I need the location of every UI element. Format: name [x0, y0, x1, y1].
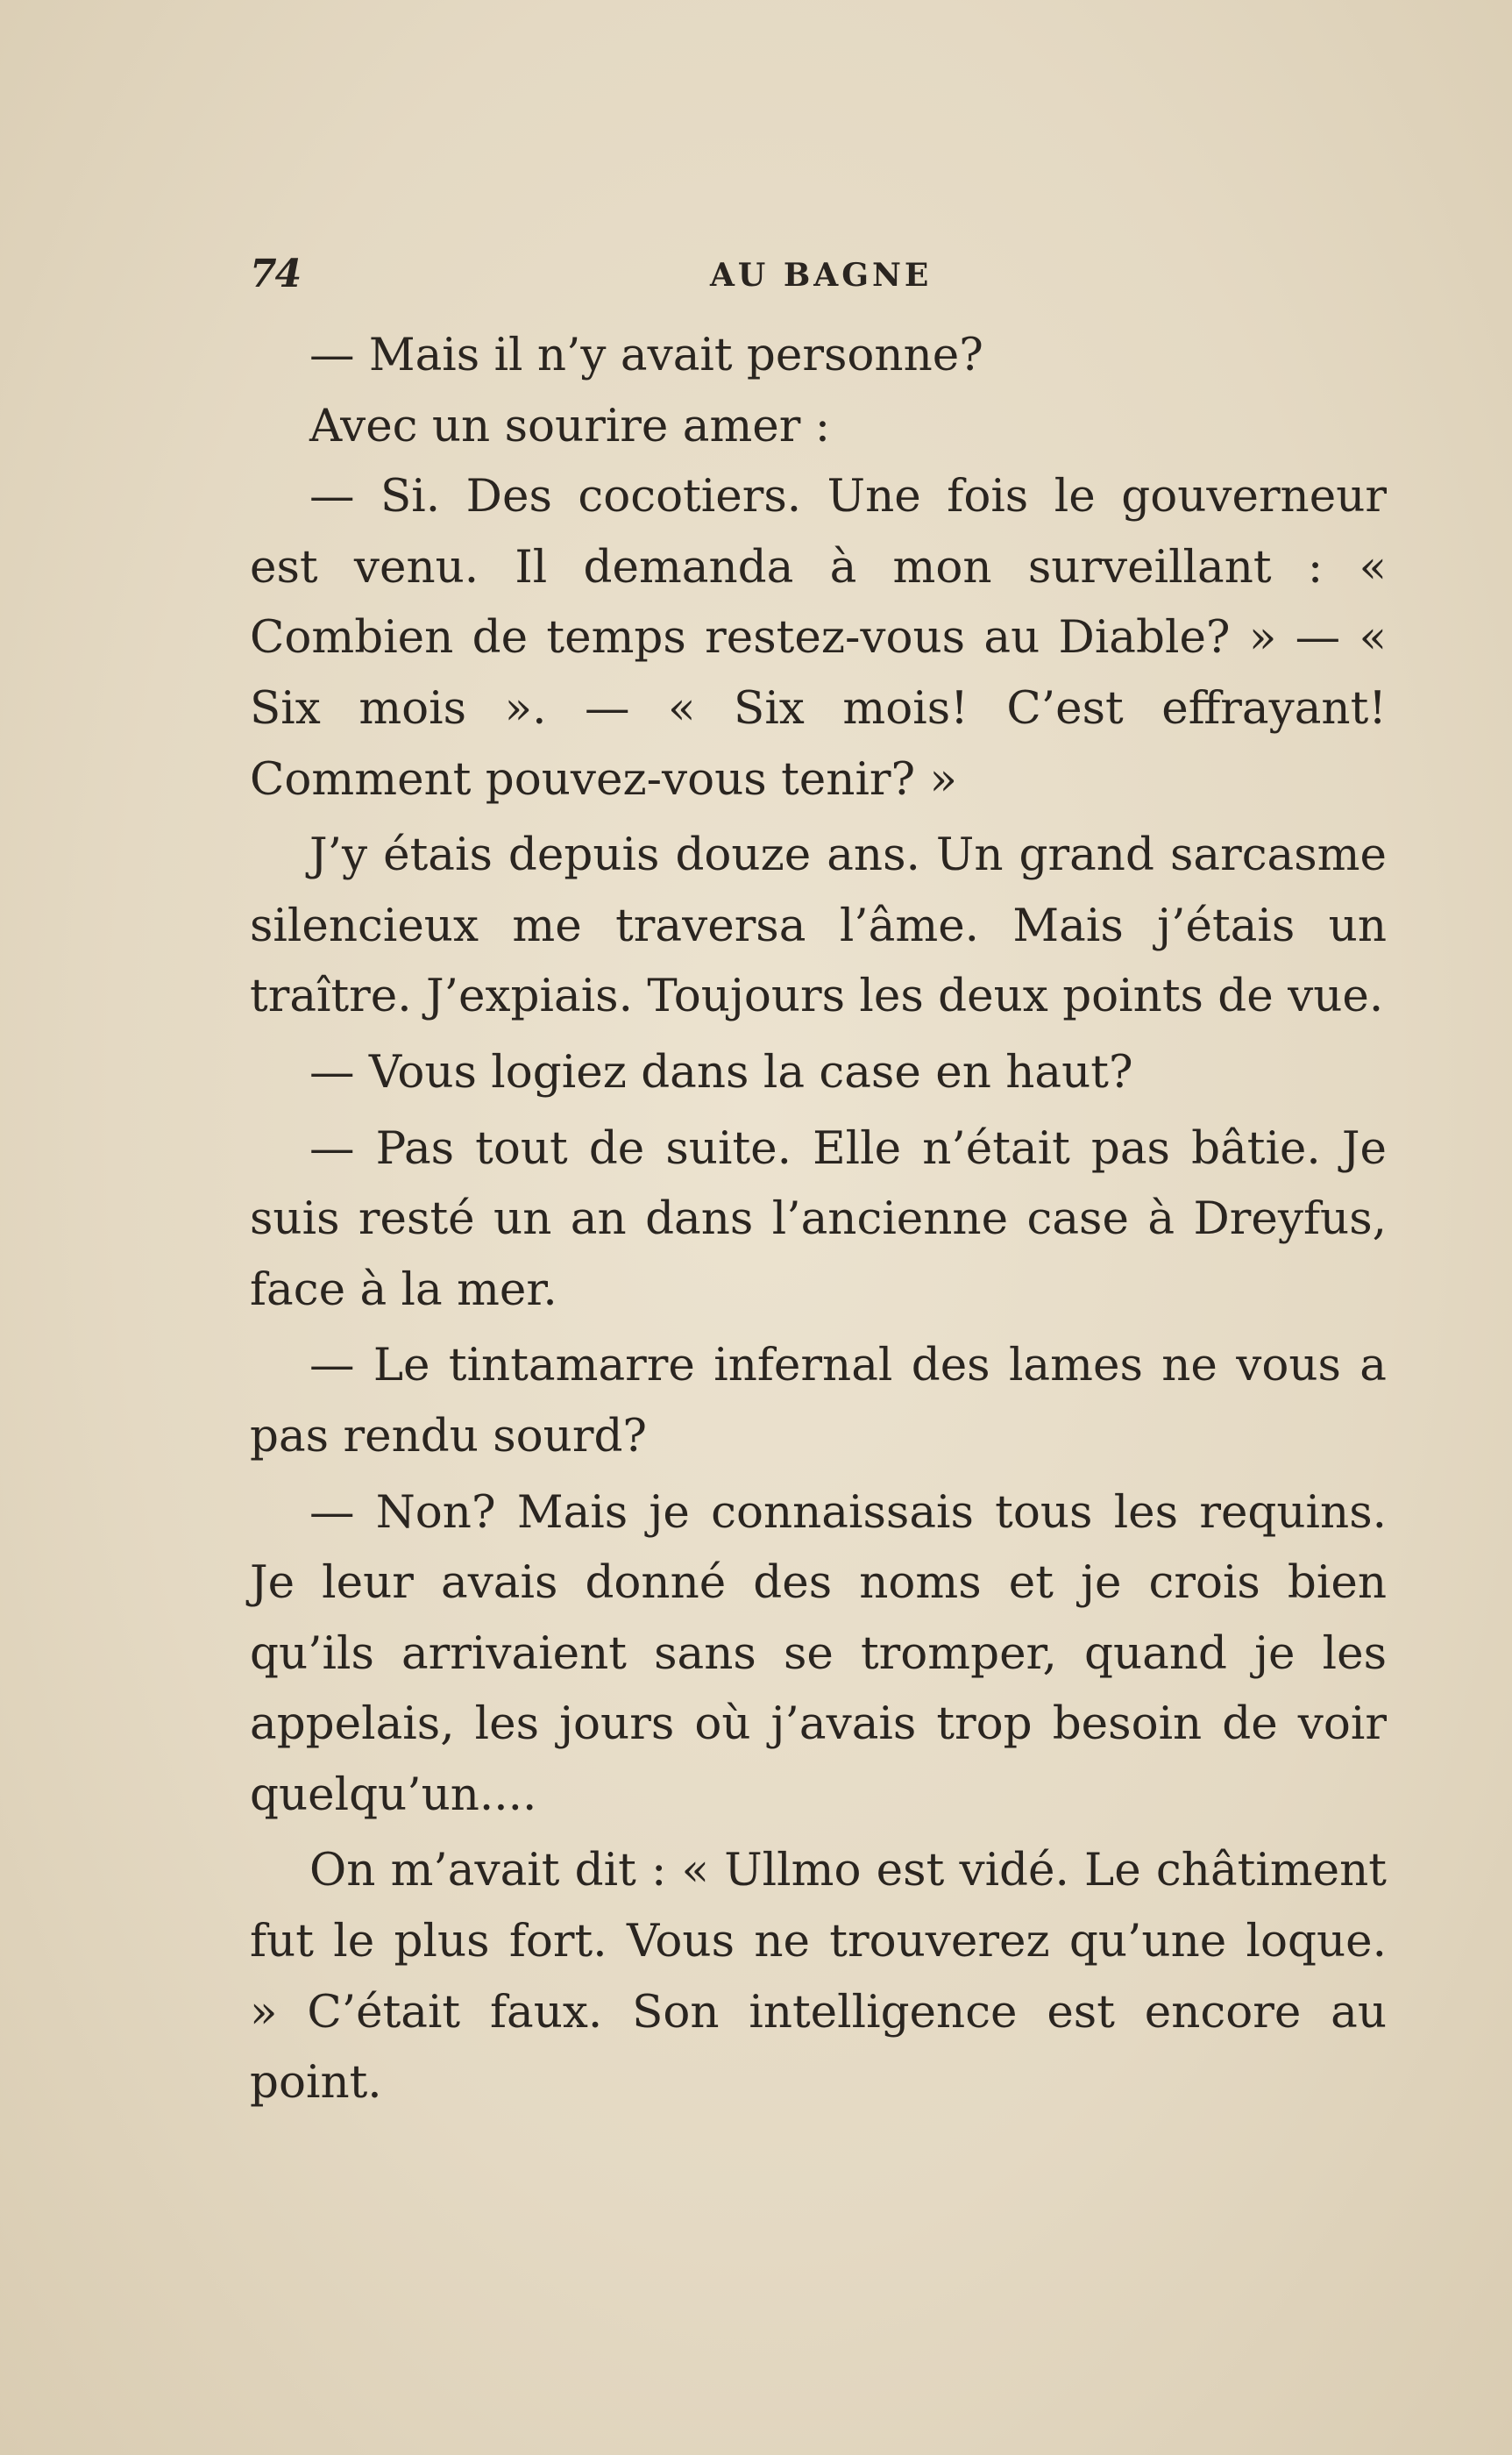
- running-title: AU BAGNE: [710, 257, 933, 294]
- paragraph: Avec un sourire amer :: [309, 399, 831, 452]
- page-header: [250, 252, 1389, 304]
- paragraph: — Pas tout de suite. Elle n’était pas bâtie. Je suis resté un an dans l’ancienne case à Dreyfus, face à la mer.: [250, 1121, 1387, 1316]
- paragraph: — Non? Mais je connaissais tous les requins. Je leur avais donné des noms et je crois bien qu’ils arrivaient sans se tromper, quand je les appelais, les jours où j’avais trop besoin de voir quelqu’un....: [250, 1485, 1387, 1821]
- paragraph: On m’avait dit : « Ullmo est vidé. Le châtiment fut le plus fort. Vous ne trouverez qu’une loque. » C’était faux. Son intelligence est encore au point.: [250, 1844, 1387, 2110]
- paragraph: J’y étais depuis douze ans. Un grand sarcasme silencieux me traversa l’âme. Mais j’étais un traître. J’expiais. Toujours les deux points de vue.: [250, 829, 1387, 1023]
- paragraph: — Le tintamarre infernal des lames ne vous a pas rendu sourd?: [250, 1339, 1387, 1462]
- paragraph: — Vous logiez dans la case en haut?: [309, 1045, 1133, 1099]
- body-text: [250, 320, 1387, 2118]
- paragraph: — Si. Des cocotiers. Une fois le gouverneur est venu. Il demanda à mon surveillant : « Combien de temps restez-vous au Diable? » — « Six mois ». — « Six mois! C’est effrayant! Comment pouvez-vous tenir? »: [250, 470, 1387, 806]
- paragraph: — Mais il n’y avait personne?: [309, 329, 983, 381]
- page-number: 74: [250, 252, 301, 296]
